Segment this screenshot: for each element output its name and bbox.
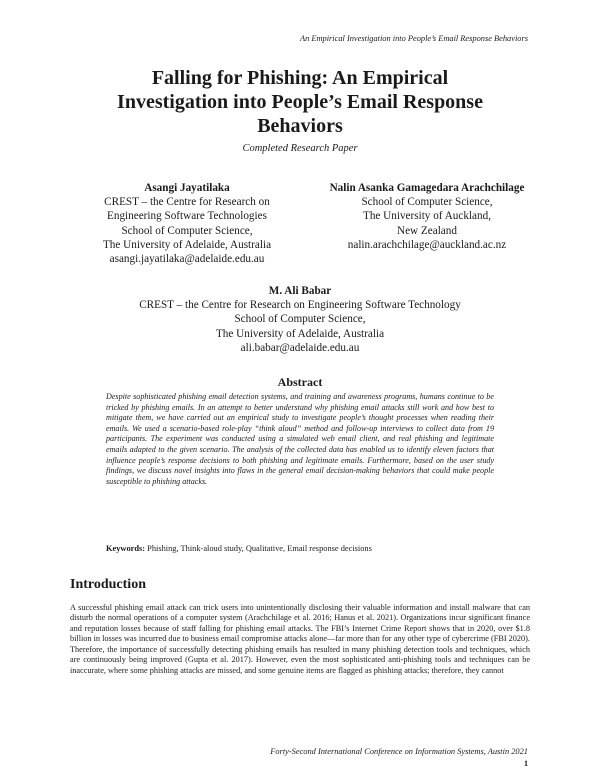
- keywords-text: Phishing, Think-aloud study, Qualitative, Email response decisions: [147, 544, 372, 553]
- author-name: Asangi Jayatilaka: [144, 182, 230, 194]
- title-line: Falling for Phishing: An Empirical: [151, 67, 449, 89]
- running-header: An Empirical Investigation into People’s Email Response Behaviors: [299, 34, 528, 43]
- author-affiliation: The University of Adelaide, Australia: [102, 238, 272, 251]
- author-affiliation: School of Computer Science,: [121, 224, 253, 237]
- page-number: 1: [524, 759, 528, 768]
- introduction-text: A successful phishing email attack can trick users into unintentionally disclosing their valuable information and install malware that can disturb the normal operations of a computer system (Arachchilage et al. 2016; Hanus et al. 2021). Organizations incur significant finance and reputation losses because of staff falling for phishing email attacks. The FBI’s Internet Crime Report shows that in 2020, over $1.8 billion in losses was incurred due to business email compromise attacks alone—far more than for any other type of cybercrime (FBI 2020). Therefore, the importance of successfully detecting phishing emails has resulted in many phishing detection tools and techniques, which are continuously being improved (Gupta et al. 2017). However, even the most sophisticated anti-phishing tools and techniques can be inaccurate, where some phishing attacks are missed, and some genuine items are flagged as phishing attacks; therefore, they cannot: [70, 603, 530, 675]
- author-affiliation: The University of Auckland,: [362, 210, 491, 223]
- author-email: asangi.jayatilaka@adelaide.edu.au: [109, 253, 265, 266]
- author-name: Nalin Asanka Gamagedara Arachchilage: [329, 182, 525, 194]
- paper-subtitle: Completed Research Paper: [242, 143, 358, 154]
- keywords-line: [106, 544, 506, 553]
- author-name: M. Ali Babar: [268, 285, 332, 297]
- abstract-text: Despite sophisticated phishing email detection systems, and training and awareness programs, humans continue to be tricked by phishing emails. In an attempt to better understand why phishing email attacks still work and how best to mitigate them, we have carried out an empirical study to investigate people’s thought processes when reading their emails. We used a scenario-based role-play “think aloud” method and follow-up interviews to collect data from 19 participants. The experiment was conducted using a simulated web email client, and real phishing and legitimate emails adapted to the given scenario. The analysis of the collected data has enabled us to identify eleven factors that influence people’s response decisions to both phishing and legitimate emails. Furthermore, based on the user study findings, we discuss novel insights into flaws in the general email decision-making behaviors that could make people susceptible to phishing attacks.: [106, 392, 494, 486]
- author-email: ali.babar@adelaide.edu.au: [240, 341, 360, 354]
- paper-title: [0, 66, 600, 138]
- keywords-label: Keywords:: [106, 544, 146, 553]
- author-block-2: [312, 181, 542, 252]
- conference-footer: Forty-Second International Conference on Information Systems, Austin 2021: [270, 747, 528, 756]
- abstract-heading: Abstract: [277, 375, 323, 389]
- author-affiliation: School of Computer Science,: [361, 196, 493, 209]
- title-line: Behaviors: [257, 115, 343, 137]
- author-affiliation: The University of Adelaide, Australia: [215, 327, 385, 340]
- author-affiliation: Engineering Software Technologies: [107, 210, 267, 223]
- introduction-heading: Introduction: [70, 577, 146, 592]
- author-affiliation: CREST – the Centre for Research on Engineering Software Technology: [139, 299, 461, 312]
- author-affiliation: New Zealand: [397, 224, 457, 237]
- author-email: nalin.arachchilage@auckland.ac.nz: [347, 238, 507, 251]
- author-affiliation: CREST – the Centre for Research on: [104, 196, 270, 209]
- author-block-3: [62, 284, 538, 355]
- title-line: Investigation into People’s Email Response: [117, 91, 483, 113]
- author-block-1: [62, 181, 312, 266]
- author-affiliation: School of Computer Science,: [234, 313, 366, 326]
